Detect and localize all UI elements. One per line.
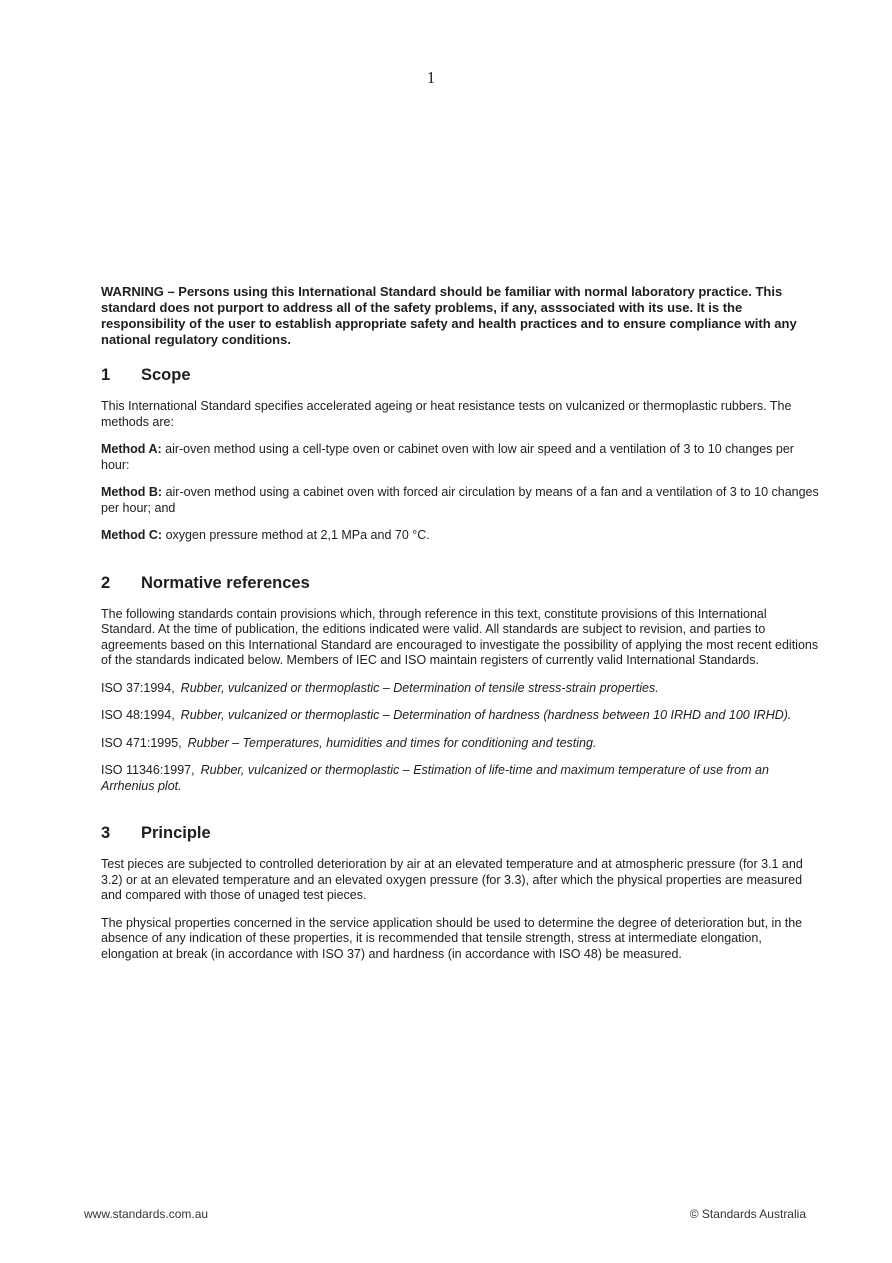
section-2-number: 2 [101,573,111,592]
section-1-title: Scope [141,366,191,384]
method-c-label: Method C: [101,528,163,542]
scope-intro: This International Standard specifies accelerated ageing or heat resistance tests on vulcanized or thermoplastic rubbers. The methods are: [101,399,792,429]
section-1-number: 1 [101,366,111,384]
principle-paragraph-2: The physical properties concerned in the service application should be used to determine the degree of deterioration but, in the absence of any indication of these properties, it is recommended that tensile strength, stress at intermediate elongation, elongation at break (in accordance with ISO 37) and hardness (in accordance with ISO 48) be measured. [101,915,803,961]
reference-title: Rubber, vulcanized or thermoplastic – Determination of tensile stress-strain properties. [180,680,659,695]
method-c [101,528,821,544]
reference-title: Rubber, vulcanized or thermoplastic – Estimation of life-time and maximum temperature of use from an Arrhenius plot. [101,763,769,793]
reference-title: Rubber – Temperatures, humidities and times for conditioning and testing. [187,735,597,750]
reference-code: ISO 11346:1997, [101,763,195,777]
method-b-label: Method B: [101,485,163,499]
method-a [101,442,821,473]
section-3-title: Principle [141,824,211,842]
method-b [101,485,821,516]
reference-item [101,681,821,697]
section-1-heading [101,366,821,385]
reference-code: ISO 471:1995, [101,735,182,750]
section-3-number: 3 [101,824,111,842]
reference-code: ISO 37:1994, [101,680,175,695]
section-2-heading [101,574,821,593]
footer-website: www.standards.com.au [84,1207,209,1221]
principle-paragraph-1: Test pieces are subjected to controlled deterioration by air at an elevated temperature and at atmospheric pressure (for 3.1 and 3.2) or at an elevated temperature and an elevated oxygen pressure (for 3.3), after which the physical properties are measured and compared with those of unaged test pieces. [101,857,803,902]
warning-notice: WARNING – Persons using this International Standard should be familiar with normal laboratory practice. This standard does not purport to address all of the safety problems, if any, asssociated with its use. It is the responsibility of the user to establish appropriate safety and health practices and to ensure compliance with any national regulatory conditions. [101,284,797,347]
reference-item [101,736,821,752]
method-b-text: air-oven method using a cabinet oven with forced air circulation by means of a fan and a ventilation of 3 to 10 changes per hour; and [101,485,819,515]
method-a-label: Method A: [101,442,162,456]
method-a-text: air-oven method using a cell-type oven or cabinet oven with low air speed and a ventilation of 3 to 10 changes per hour: [101,442,794,472]
reference-item [101,708,821,724]
section-3-heading [101,824,821,843]
reference-item [101,763,821,794]
document-body [101,284,821,974]
reference-title: Rubber, vulcanized or thermoplastic – Determination of hardness (hardness between 10 IRHD and 100 IRHD). [180,708,792,722]
footer-copyright: © Standards Australia [689,1207,806,1221]
method-c-text: oxygen pressure method at 2,1 MPa and 70 °C. [162,528,430,542]
normative-intro: The following standards contain provisions which, through reference in this text, constitute provisions of this International Standard. At the time of publication, the editions indicated were valid. All standards are subject to revision, and parties to agreements based on this International Standard are encouraged to investigate the possibility of applying the most recent editions of the standards indicated below. Members of IEC and ISO maintain registers of currently valid International Standards. [101,606,819,667]
page-number: 1 [426,68,436,87]
section-2-title: Normative references [141,573,310,592]
reference-code: ISO 48:1994, [101,708,175,722]
